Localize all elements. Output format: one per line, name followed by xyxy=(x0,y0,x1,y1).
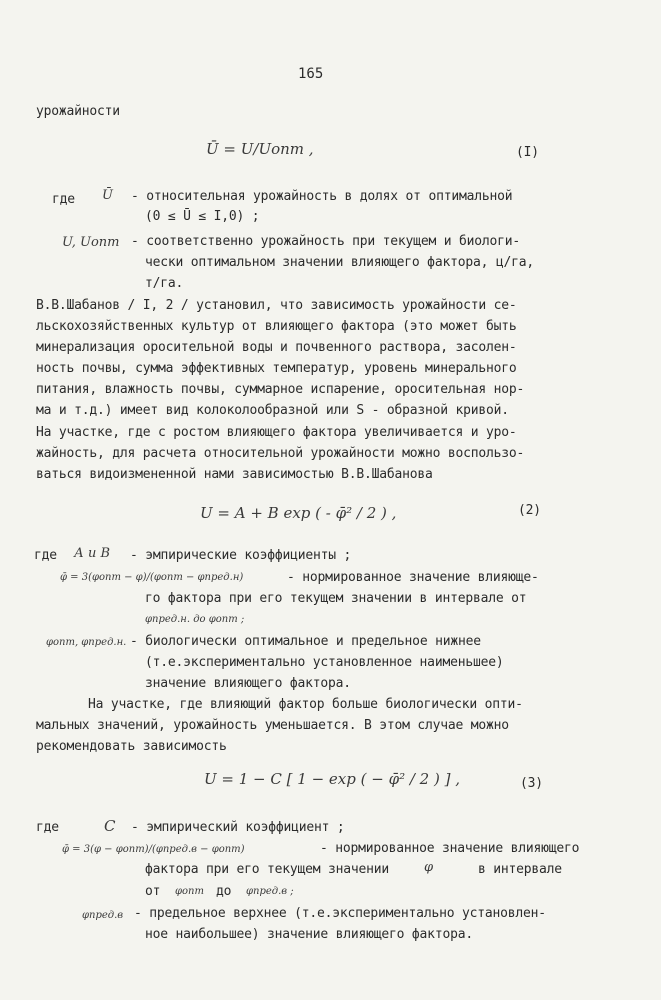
para2-line: На участке, где влияющий фактор больше биологически опти- xyxy=(88,697,523,712)
def-phi-opt-line2: (т.е.экспериментально установленное наименьшее) xyxy=(145,655,504,670)
def-phi-2-range: φпред.н. до φопт ; xyxy=(145,614,245,625)
para1-line: жайность, для расчета относительной урожайности можно воспользо- xyxy=(36,446,525,461)
def-phi-pred-line2: ное наибольшее) значение влияющего фактора. xyxy=(145,927,473,942)
symbol-u-uopt: U, Uопт xyxy=(62,235,120,250)
formula-3: U = 1 − C [ 1 − exp ( − φ̄² / 2 ) ] , xyxy=(204,770,460,788)
formula-3-number: (3) xyxy=(520,776,543,791)
def-u-uopt-line3: т/га. xyxy=(145,276,184,291)
def-u-uopt-line2: чески оптимальном значении влияющего фактора, ц/га, xyxy=(145,255,534,270)
def-phi-opt-line3: значение влияющего фактора. xyxy=(145,676,351,691)
def-phi-2-line2: го фактора при его текущем значении в интервале от xyxy=(145,591,527,606)
def-phi-opt-line1: - биологически оптимальное и предельное нижнее xyxy=(130,634,481,649)
para1-line: питания, влажность почвы, суммарное испарение, оросительная нор- xyxy=(36,382,525,397)
def-phi-3-range-a: φопт xyxy=(175,886,204,897)
where-label-2: где xyxy=(34,548,57,563)
page-number: 165 xyxy=(298,66,324,82)
def-phi-2-line1: - нормированное значение влияюще- xyxy=(287,570,539,585)
symbol-phi-norm-2: φ̄ = 3(φопт − φ)/(φопт − φпред.н) xyxy=(60,572,244,583)
symbol-u-rel: Ū xyxy=(102,188,113,203)
def-c: - эмпирический коэффициент ; xyxy=(131,820,345,835)
def-phi-3-line2b: в интервале xyxy=(478,862,562,877)
para1-line: льскохозяйственных культур от влияющего фактора (это может быть xyxy=(36,319,517,334)
formula-1-number: (I) xyxy=(516,145,539,160)
def-phi-3-line2a: фактора при его текущем значении xyxy=(145,862,390,877)
para1-line: В.В.Шабанов / I, 2 / установил, что зависимость урожайности се- xyxy=(36,298,517,313)
symbol-a-b: А и В xyxy=(74,546,111,561)
def-phi-pred-line1: - предельное верхнее (т.е.экспериментально установлен- xyxy=(134,906,546,921)
para2-line: мальных значений, урожайность уменьшается. В этом случае можно xyxy=(36,718,509,733)
def-phi-3-line1: - нормированное значение влияющего xyxy=(320,841,580,856)
symbol-phi-norm-3: φ̄ = 3(φ − φопт)/(φпред.в − φопт) xyxy=(62,844,245,855)
header-word: урожайности xyxy=(36,104,120,119)
def-phi-3-range-to: до xyxy=(216,884,232,899)
where-label-1: где xyxy=(52,192,75,207)
def-u-uopt-line1: - соответственно урожайность при текущем и биологи- xyxy=(131,234,520,249)
para1-line: ность почвы, сумма эффективных температур, уровень минерального xyxy=(36,361,517,376)
para1-line: ваться видоизмененной нами зависимостью В.В.Шабанова xyxy=(36,467,433,482)
def-u-rel-line2: (0 ≤ Ū ≤ I,0) ; xyxy=(145,209,260,224)
def-phi-3-range-from: от xyxy=(145,884,161,899)
para1-line: минерализация оросительной воды и почвенного раствора, засолен- xyxy=(36,340,517,355)
symbol-c: C xyxy=(104,817,116,835)
formula-1: Ū = U/Uопт , xyxy=(206,140,314,158)
para1-line: На участке, где с ростом влияющего фактора увеличивается и уро- xyxy=(36,425,517,440)
symbol-phi-opt-pred: φопт, φпред.н. xyxy=(46,637,127,648)
symbol-phi-pred-v: φпред.в xyxy=(82,910,124,921)
def-u-rel-line1: - относительная урожайность в долях от оптимальной xyxy=(131,189,513,204)
def-phi-3-symbol: φ xyxy=(424,860,434,875)
formula-2-number: (2) xyxy=(518,503,541,518)
para1-line: ма и т.д.) имеет вид колоколообразной или S - образной кривой. xyxy=(36,403,509,418)
def-phi-3-range-b: φпред.в ; xyxy=(246,886,294,897)
where-label-3: где xyxy=(36,820,59,835)
para2-line: рекомендовать зависимость xyxy=(36,739,227,754)
def-a-b: - эмпирические коэффициенты ; xyxy=(130,548,352,563)
formula-2: U = A + B exp ( - φ̄² / 2 ) , xyxy=(200,504,397,522)
